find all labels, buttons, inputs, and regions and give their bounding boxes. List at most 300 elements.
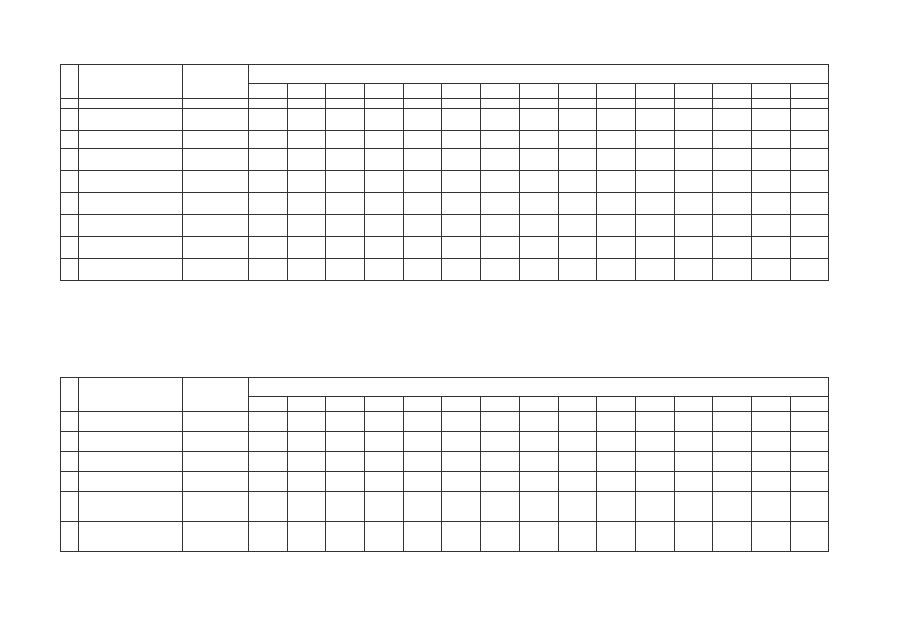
value-cell <box>249 432 288 452</box>
value-cell <box>751 109 790 131</box>
value-cell <box>597 109 636 131</box>
value-cell <box>249 472 288 492</box>
value-cell <box>790 452 829 472</box>
row-no <box>61 149 79 171</box>
value-cell <box>713 99 752 109</box>
value-cell <box>519 522 558 552</box>
value-cell <box>790 109 829 131</box>
value-cell <box>635 149 674 171</box>
table-row <box>61 412 829 432</box>
value-cell <box>790 492 829 522</box>
value-cell <box>674 237 713 259</box>
value-cell <box>481 237 520 259</box>
value-cell <box>249 412 288 432</box>
value-cell <box>365 472 404 492</box>
value-cell <box>249 259 288 281</box>
value-cell <box>249 109 288 131</box>
value-cell <box>326 193 365 215</box>
value-cell <box>558 492 597 522</box>
value-cell <box>365 259 404 281</box>
value-cell <box>635 171 674 193</box>
value-cell <box>442 193 481 215</box>
row-mo <box>79 492 183 522</box>
value-cell <box>403 149 442 171</box>
table-row <box>61 432 829 452</box>
value-cell <box>326 452 365 472</box>
table-row <box>61 171 829 193</box>
col-header-settlement <box>183 378 249 412</box>
value-cell <box>790 237 829 259</box>
table-row <box>61 193 829 215</box>
value-cell <box>635 412 674 432</box>
value-cell <box>519 109 558 131</box>
value-cell <box>597 412 636 432</box>
value-cell <box>287 522 326 552</box>
year-header <box>790 84 829 99</box>
year-header <box>519 397 558 412</box>
value-cell <box>674 259 713 281</box>
value-cell <box>365 412 404 432</box>
value-cell <box>403 432 442 452</box>
value-cell <box>558 237 597 259</box>
value-cell <box>558 109 597 131</box>
value-cell <box>558 432 597 452</box>
value-cell <box>442 99 481 109</box>
value-cell <box>635 522 674 552</box>
value-cell <box>519 149 558 171</box>
row-mo <box>79 472 183 492</box>
row-no <box>61 193 79 215</box>
value-cell <box>558 522 597 552</box>
value-cell <box>597 193 636 215</box>
year-header <box>519 84 558 99</box>
value-cell <box>403 99 442 109</box>
value-cell <box>597 452 636 472</box>
row-settlement <box>183 149 249 171</box>
value-cell <box>597 432 636 452</box>
value-cell <box>442 171 481 193</box>
value-cell <box>287 492 326 522</box>
value-cell <box>249 492 288 522</box>
value-cell <box>713 237 752 259</box>
value-cell <box>674 522 713 552</box>
year-header <box>442 397 481 412</box>
value-cell <box>365 237 404 259</box>
value-cell <box>481 492 520 522</box>
value-cell <box>713 472 752 492</box>
table-row <box>61 259 829 281</box>
value-cell <box>326 432 365 452</box>
value-cell <box>674 193 713 215</box>
year-header <box>287 397 326 412</box>
value-cell <box>403 109 442 131</box>
year-header <box>326 397 365 412</box>
value-cell <box>751 432 790 452</box>
value-cell <box>249 149 288 171</box>
year-header <box>249 397 288 412</box>
value-cell <box>674 492 713 522</box>
row-no <box>61 492 79 522</box>
value-cell <box>558 452 597 472</box>
value-cell <box>481 171 520 193</box>
value-cell <box>249 215 288 237</box>
value-cell <box>326 237 365 259</box>
value-cell <box>326 492 365 522</box>
value-cell <box>519 131 558 149</box>
row-no <box>61 131 79 149</box>
value-cell <box>519 215 558 237</box>
row-mo <box>79 237 183 259</box>
row-settlement <box>183 452 249 472</box>
value-cell <box>287 149 326 171</box>
value-cell <box>481 259 520 281</box>
value-cell <box>751 193 790 215</box>
value-cell <box>558 149 597 171</box>
value-cell <box>403 259 442 281</box>
value-cell <box>790 522 829 552</box>
value-cell <box>597 259 636 281</box>
value-cell <box>519 412 558 432</box>
value-cell <box>481 131 520 149</box>
col-header-no <box>61 65 79 99</box>
value-cell <box>442 237 481 259</box>
row-mo <box>79 452 183 472</box>
row-settlement <box>183 193 249 215</box>
value-cell <box>403 215 442 237</box>
value-cell <box>597 99 636 109</box>
value-cell <box>713 193 752 215</box>
value-cell <box>519 99 558 109</box>
waste-forecast-public-fund-table <box>60 64 829 281</box>
year-header <box>481 397 520 412</box>
value-cell <box>674 215 713 237</box>
year-header <box>403 397 442 412</box>
value-cell <box>287 131 326 149</box>
value-cell <box>287 171 326 193</box>
year-header <box>365 397 404 412</box>
row-no <box>61 237 79 259</box>
value-cell <box>558 171 597 193</box>
row-mo <box>79 99 183 109</box>
value-cell <box>403 492 442 522</box>
value-cell <box>713 432 752 452</box>
row-mo <box>79 193 183 215</box>
value-cell <box>751 452 790 472</box>
value-cell <box>674 412 713 432</box>
value-cell <box>713 131 752 149</box>
value-cell <box>790 215 829 237</box>
row-mo <box>79 109 183 131</box>
value-cell <box>751 149 790 171</box>
row-mo <box>79 412 183 432</box>
value-cell <box>442 109 481 131</box>
row-mo <box>79 149 183 171</box>
value-cell <box>326 472 365 492</box>
col-header-settlement <box>183 65 249 99</box>
value-cell <box>442 522 481 552</box>
value-cell <box>597 237 636 259</box>
header-span <box>249 378 829 397</box>
value-cell <box>674 171 713 193</box>
value-cell <box>751 131 790 149</box>
value-cell <box>403 237 442 259</box>
value-cell <box>442 131 481 149</box>
value-cell <box>365 149 404 171</box>
value-cell <box>713 171 752 193</box>
value-cell <box>751 215 790 237</box>
value-cell <box>287 259 326 281</box>
row-settlement <box>183 259 249 281</box>
row-no <box>61 99 79 109</box>
value-cell <box>287 472 326 492</box>
value-cell <box>635 109 674 131</box>
table-row <box>61 472 829 492</box>
value-cell <box>519 259 558 281</box>
value-cell <box>597 131 636 149</box>
value-cell <box>751 259 790 281</box>
value-cell <box>249 171 288 193</box>
value-cell <box>519 171 558 193</box>
value-cell <box>442 412 481 432</box>
value-cell <box>713 522 752 552</box>
table-row <box>61 215 829 237</box>
year-header <box>635 84 674 99</box>
year-header <box>558 397 597 412</box>
value-cell <box>365 193 404 215</box>
value-cell <box>365 522 404 552</box>
value-cell <box>751 171 790 193</box>
value-cell <box>790 432 829 452</box>
year-header <box>442 84 481 99</box>
table-row <box>61 131 829 149</box>
row-settlement <box>183 432 249 452</box>
row-settlement <box>183 109 249 131</box>
value-cell <box>403 131 442 149</box>
year-header <box>287 84 326 99</box>
year-header <box>365 84 404 99</box>
value-cell <box>326 149 365 171</box>
col-header-mo <box>79 65 183 99</box>
value-cell <box>249 237 288 259</box>
row-settlement <box>183 522 249 552</box>
year-header <box>481 84 520 99</box>
value-cell <box>674 149 713 171</box>
row-no <box>61 109 79 131</box>
table-row <box>61 99 829 109</box>
value-cell <box>751 492 790 522</box>
value-cell <box>674 432 713 452</box>
value-cell <box>326 522 365 552</box>
value-cell <box>713 109 752 131</box>
year-header <box>674 84 713 99</box>
year-header <box>790 397 829 412</box>
value-cell <box>481 149 520 171</box>
value-cell <box>287 432 326 452</box>
row-settlement <box>183 237 249 259</box>
value-cell <box>481 99 520 109</box>
value-cell <box>558 472 597 492</box>
value-cell <box>287 215 326 237</box>
value-cell <box>287 452 326 472</box>
value-cell <box>442 492 481 522</box>
table-row <box>61 237 829 259</box>
table-row <box>61 452 829 472</box>
row-mo <box>79 259 183 281</box>
row-settlement <box>183 215 249 237</box>
year-header <box>713 84 752 99</box>
year-header <box>751 397 790 412</box>
row-no <box>61 412 79 432</box>
value-cell <box>403 171 442 193</box>
value-cell <box>751 412 790 432</box>
value-cell <box>635 452 674 472</box>
header-span <box>249 65 829 84</box>
value-cell <box>249 131 288 149</box>
value-cell <box>597 472 636 492</box>
value-cell <box>519 492 558 522</box>
value-cell <box>713 149 752 171</box>
row-no <box>61 215 79 237</box>
value-cell <box>403 522 442 552</box>
value-cell <box>442 472 481 492</box>
value-cell <box>326 259 365 281</box>
year-header <box>558 84 597 99</box>
value-cell <box>635 215 674 237</box>
value-cell <box>481 522 520 552</box>
value-cell <box>751 522 790 552</box>
year-header <box>713 397 752 412</box>
row-mo <box>79 215 183 237</box>
value-cell <box>519 432 558 452</box>
value-cell <box>365 109 404 131</box>
value-cell <box>365 215 404 237</box>
row-mo <box>79 522 183 552</box>
value-cell <box>442 215 481 237</box>
row-settlement <box>183 131 249 149</box>
value-cell <box>713 259 752 281</box>
value-cell <box>481 193 520 215</box>
value-cell <box>481 472 520 492</box>
table-row <box>61 109 829 131</box>
value-cell <box>287 99 326 109</box>
col-header-mo <box>79 378 183 412</box>
row-no <box>61 259 79 281</box>
value-cell <box>790 171 829 193</box>
value-cell <box>635 99 674 109</box>
value-cell <box>249 193 288 215</box>
value-cell <box>403 412 442 432</box>
row-settlement <box>183 492 249 522</box>
value-cell <box>790 149 829 171</box>
value-cell <box>365 171 404 193</box>
row-mo <box>79 171 183 193</box>
value-cell <box>326 131 365 149</box>
value-cell <box>751 472 790 492</box>
value-cell <box>365 131 404 149</box>
value-cell <box>558 259 597 281</box>
row-mo <box>79 432 183 452</box>
value-cell <box>519 193 558 215</box>
table-row <box>61 522 829 552</box>
value-cell <box>635 472 674 492</box>
row-settlement <box>183 472 249 492</box>
table-row <box>61 149 829 171</box>
value-cell <box>403 472 442 492</box>
value-cell <box>326 109 365 131</box>
row-no <box>61 432 79 452</box>
waste-forecast-total-table <box>60 377 829 552</box>
value-cell <box>713 215 752 237</box>
value-cell <box>442 432 481 452</box>
value-cell <box>403 193 442 215</box>
value-cell <box>519 472 558 492</box>
row-mo <box>79 131 183 149</box>
value-cell <box>558 193 597 215</box>
value-cell <box>249 99 288 109</box>
value-cell <box>674 452 713 472</box>
value-cell <box>519 452 558 472</box>
value-cell <box>790 259 829 281</box>
value-cell <box>751 237 790 259</box>
value-cell <box>287 109 326 131</box>
value-cell <box>365 452 404 472</box>
value-cell <box>558 99 597 109</box>
value-cell <box>790 412 829 432</box>
value-cell <box>790 472 829 492</box>
value-cell <box>442 452 481 472</box>
value-cell <box>635 131 674 149</box>
value-cell <box>597 149 636 171</box>
value-cell <box>790 99 829 109</box>
value-cell <box>365 492 404 522</box>
value-cell <box>326 171 365 193</box>
value-cell <box>519 237 558 259</box>
value-cell <box>674 472 713 492</box>
year-header <box>674 397 713 412</box>
value-cell <box>713 412 752 432</box>
value-cell <box>713 452 752 472</box>
value-cell <box>481 215 520 237</box>
value-cell <box>635 237 674 259</box>
value-cell <box>403 452 442 472</box>
value-cell <box>287 193 326 215</box>
value-cell <box>249 522 288 552</box>
value-cell <box>481 412 520 432</box>
value-cell <box>635 432 674 452</box>
row-no <box>61 522 79 552</box>
value-cell <box>365 99 404 109</box>
value-cell <box>558 412 597 432</box>
value-cell <box>635 492 674 522</box>
year-header <box>249 84 288 99</box>
value-cell <box>674 109 713 131</box>
value-cell <box>442 259 481 281</box>
value-cell <box>326 215 365 237</box>
value-cell <box>674 131 713 149</box>
value-cell <box>558 131 597 149</box>
value-cell <box>287 237 326 259</box>
value-cell <box>287 412 326 432</box>
value-cell <box>635 259 674 281</box>
row-settlement <box>183 171 249 193</box>
value-cell <box>481 109 520 131</box>
value-cell <box>635 193 674 215</box>
value-cell <box>558 215 597 237</box>
row-settlement <box>183 412 249 432</box>
row-no <box>61 171 79 193</box>
row-no <box>61 472 79 492</box>
value-cell <box>597 492 636 522</box>
